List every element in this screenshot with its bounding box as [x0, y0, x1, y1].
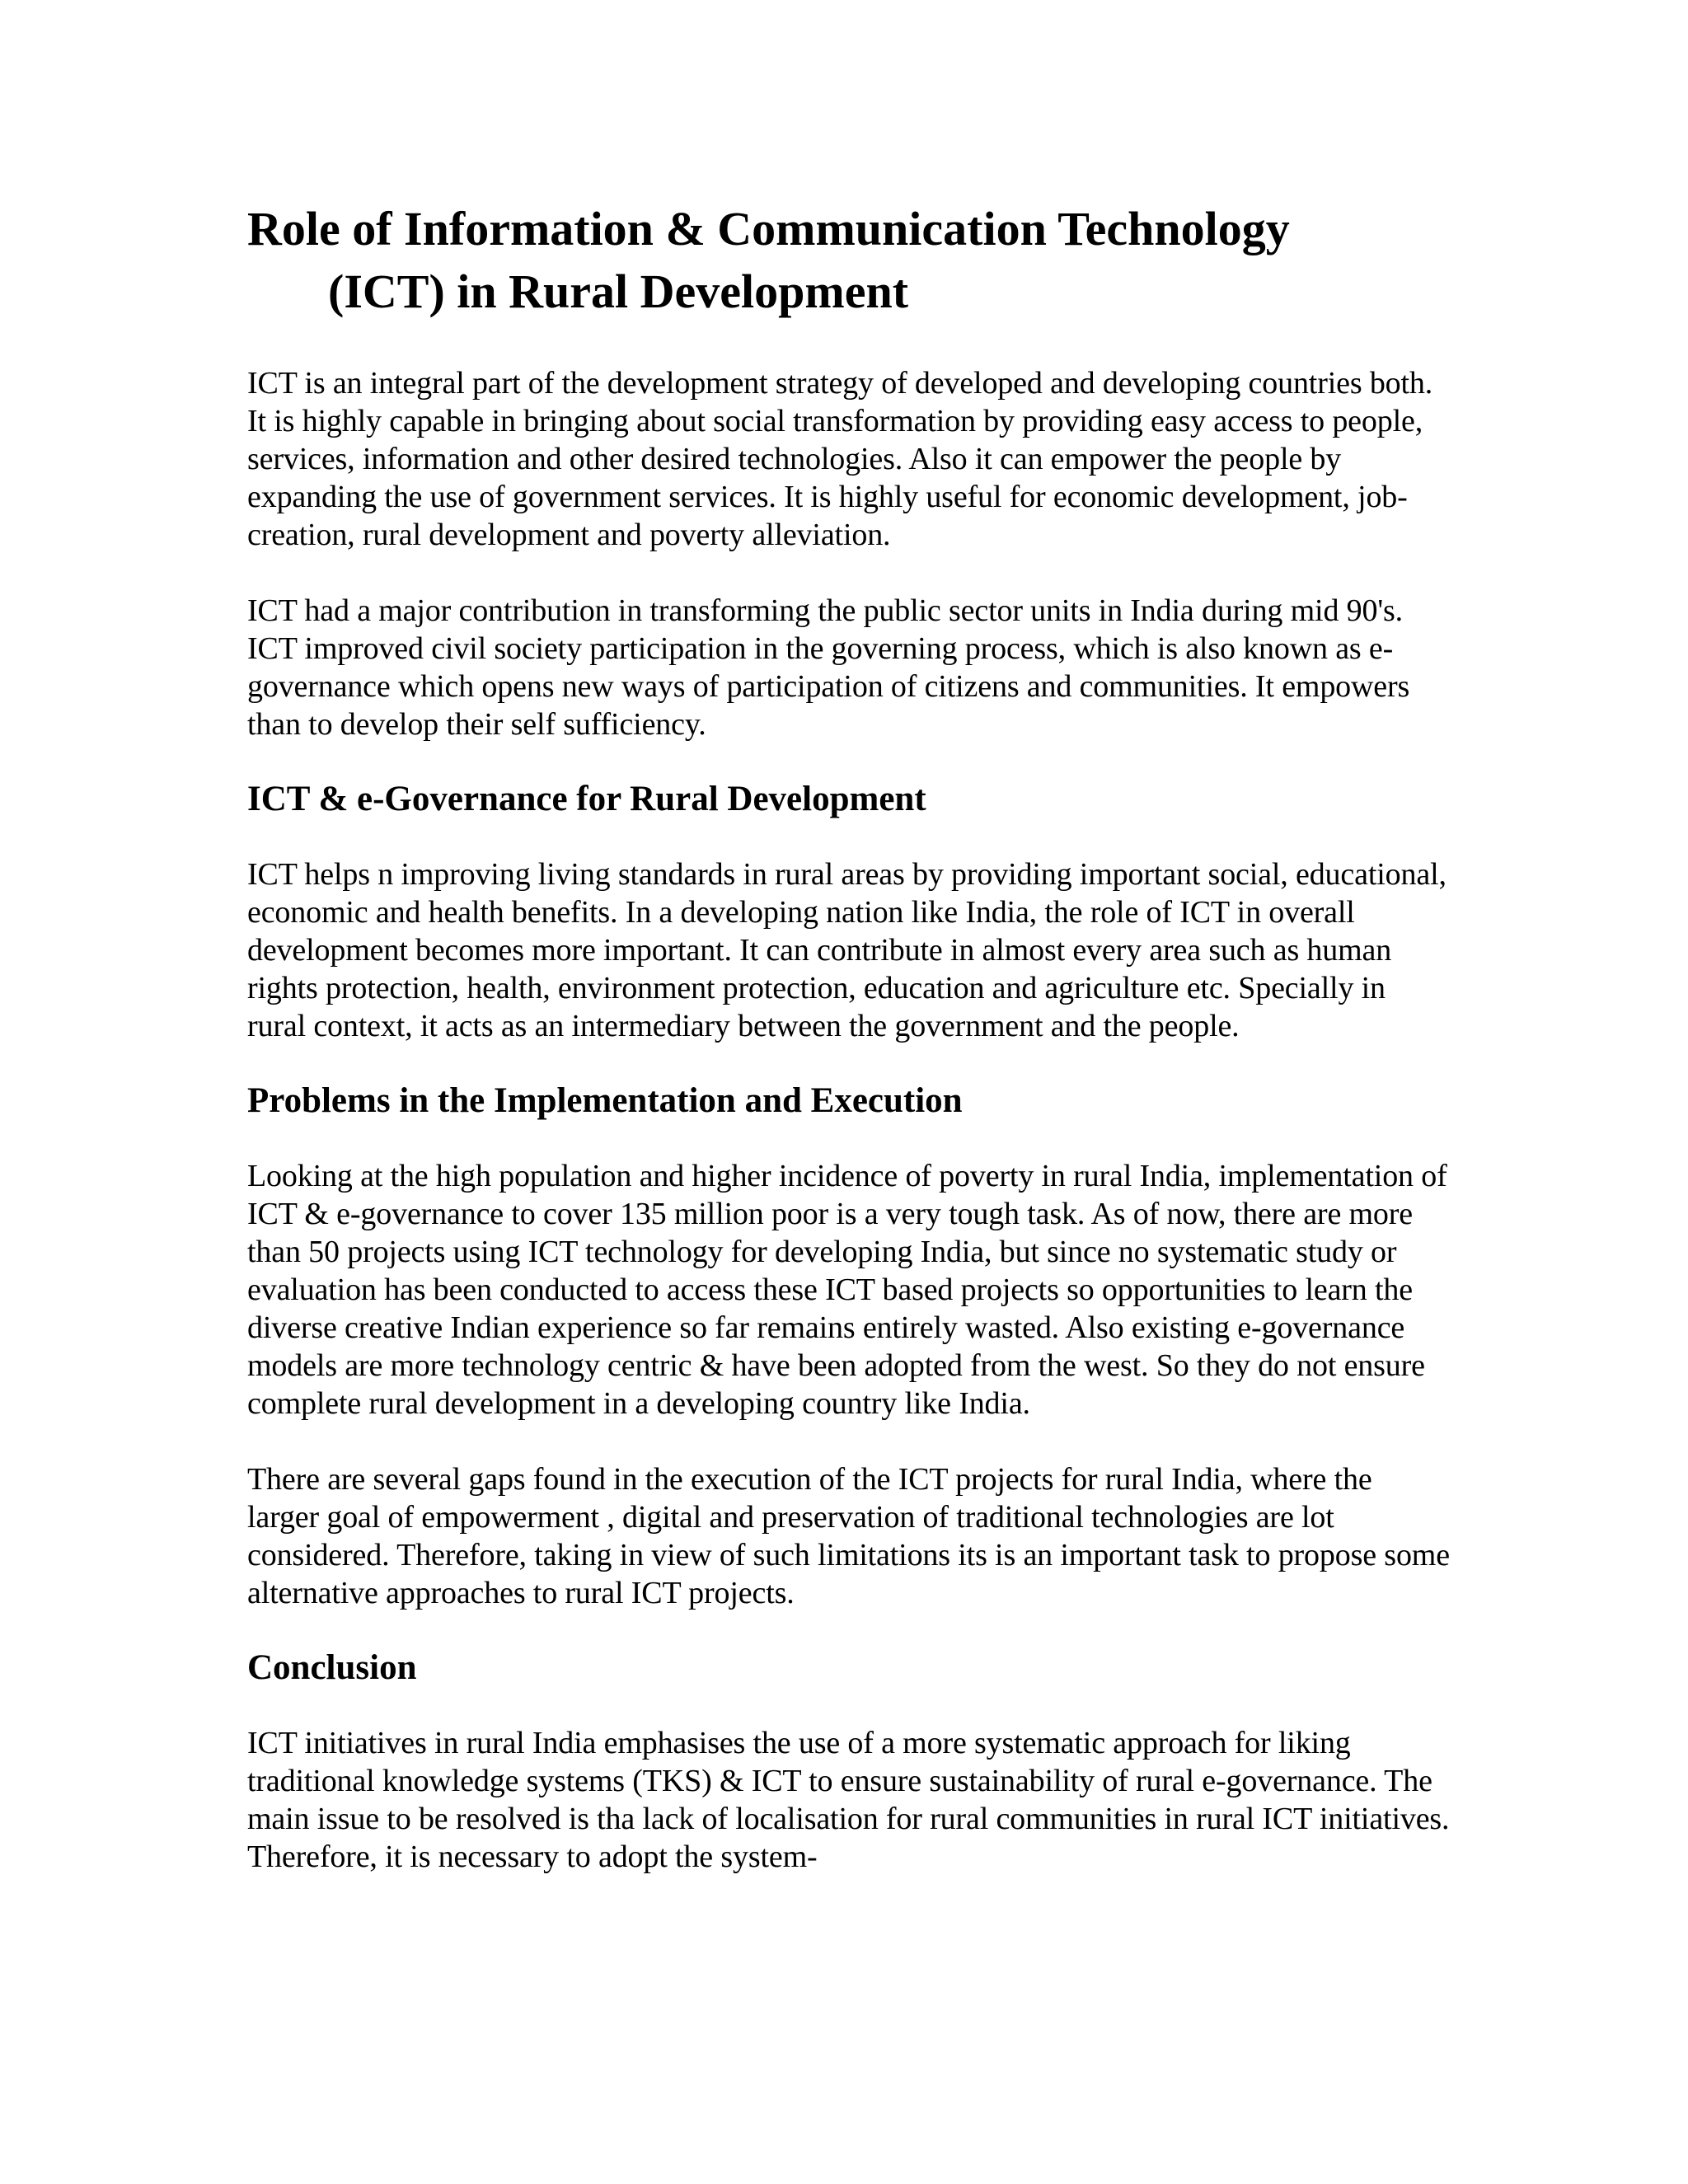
problems-paragraph-1: Looking at the high population and higher incidence of poverty in rural India, implementation of ICT & e-governance to cover 135 million poor is a very tough task. As of now, there are more than 50 projects using ICT technology for developing India, but since no systematic study or evaluation has been conducted to access these ICT based projects so opportunities to learn the diverse creative Indian experience so far remains entirely wasted. Also existing e-governance models are more technology centric & have been adopted from the west. So they do not ensure complete rural development in a developing country like India. [247, 1159, 1447, 1421]
page-title-line-1: Role of Information & Communication Technology [247, 202, 1290, 255]
ict-egovernance-paragraph: ICT helps n improving living standards in rural areas by providing important social, educational, economic and health benefits. In a developing nation like India, the role of ICT in overall development becomes more important. It can contribute in almost every area such as human rights protection, health, environment protection, education and agriculture etc. Specially in rural context, it acts as an intermediary between the government and the people. [247, 857, 1447, 1043]
problems-paragraph-2: There are several gaps found in the execution of the ICT projects for rural India, where the larger goal of empowerment , digital and preservation of traditional technologies are lot considered. Therefore, taking in view of such limitations its is an important task to propose some alternative approaches to rural ICT projects. [247, 1462, 1450, 1610]
page-title-line-2: (ICT) in Rural Development [328, 265, 909, 318]
intro-paragraph-2: ICT had a major contribution in transforming the public sector units in India during mid 90's. ICT improved civil society participation in the governing process, which is also known as e-governance which opens new ways of participation of citizens and communities. It empowers than to develop their self sufficiency. [247, 593, 1410, 742]
section-heading-conclusion: Conclusion [247, 1648, 417, 1687]
section-heading-ict-egovernance: ICT & e-Governance for Rural Development [247, 780, 926, 818]
section-heading-problems: Problems in the Implementation and Execution [247, 1081, 963, 1120]
conclusion-paragraph: ICT initiatives in rural India emphasises the use of a more systematic approach for liking traditional knowledge systems (TKS) & ICT to ensure sustainability of rural e-governance. The main issue to be resolved is tha lack of localisation for rural communities in rural ICT initiatives. Therefore, it is necessary to adopt the system- [247, 1726, 1450, 1874]
document-page [247, 198, 1451, 1876]
intro-paragraph-1: ICT is an integral part of the development strategy of developed and developing countries both. It is highly capable in bringing about social transformation by providing easy access to people, services, information and other desired technologies. Also it can empower the people by expanding the use of government services. It is highly useful for economic development, job-creation, rural development and poverty alleviation. [247, 366, 1433, 552]
page-title [247, 198, 1451, 323]
